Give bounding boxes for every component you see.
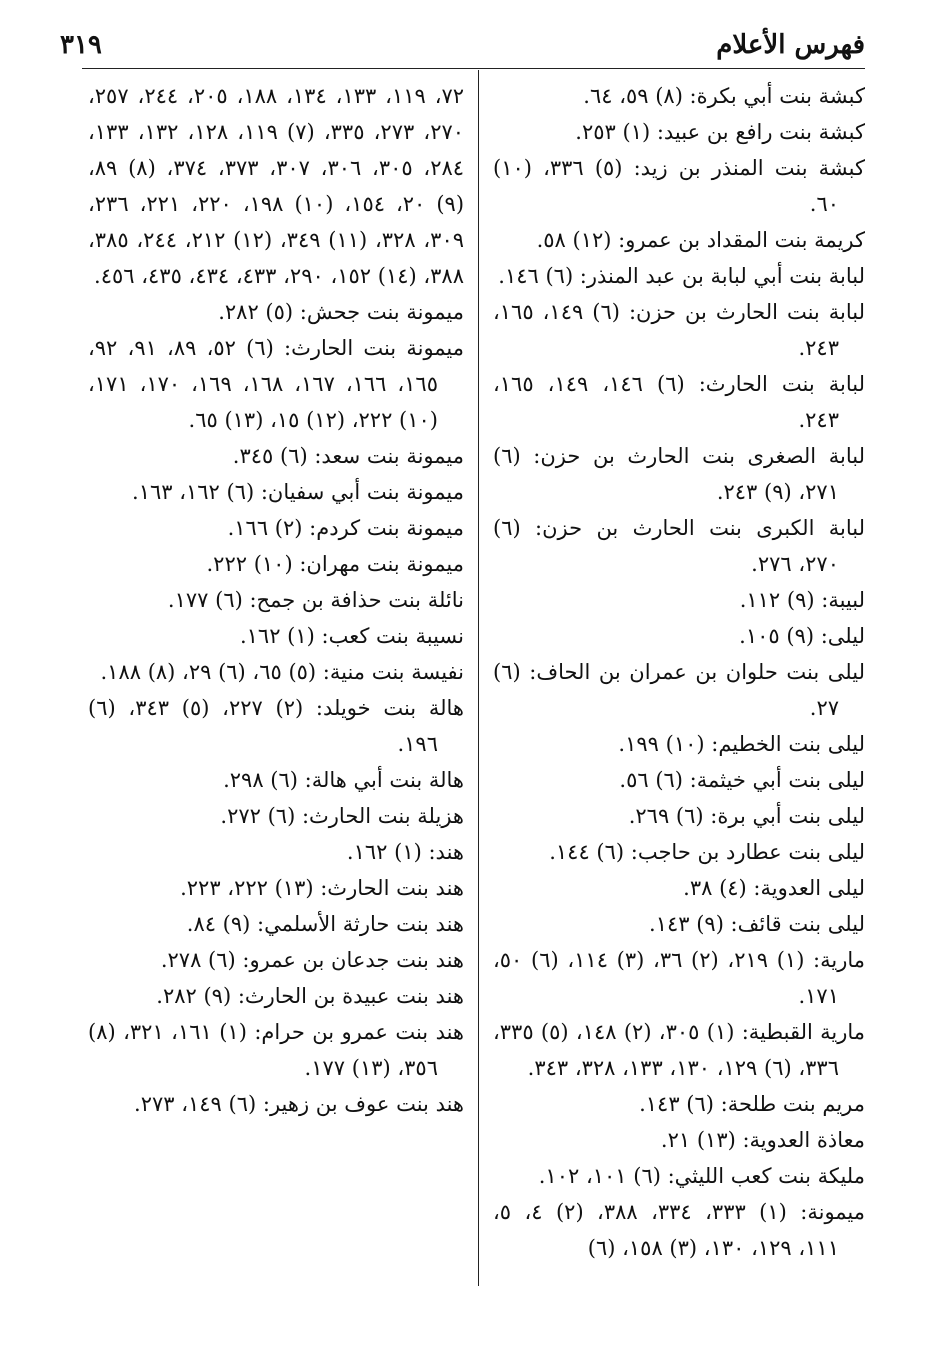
index-entry: لبابة الكبرى بنت الحارث بن حزن: (٦) ٢٧٠، ٢٧٦. [493, 516, 865, 576]
index-entry: ليلى بنت عطارد بن حاجب: (٦) ١٤٤. [549, 840, 865, 864]
index-entry: ليلى بنت الخطيم: (١٠) ١٩٩. [618, 732, 865, 756]
index-entry: هند بنت حارثة الأسلمي: (٩) ٨٤. [186, 912, 464, 936]
index-entry: لبابة الصغرى بنت الحارث بن حزن: (٦) ٢٧١، (٩) ٢٤٣. [493, 444, 865, 504]
index-column-left [88, 78, 464, 1122]
index-entry: ميمونة بنت أبي سفيان: (٦) ١٦٢، ١٦٣. [132, 480, 464, 504]
page-title: فهرس الأعلام [716, 30, 865, 60]
index-entry: ليلى بنت أبي برة: (٦) ٢٦٩. [628, 804, 865, 828]
index-entry: ميمونة بنت كردم: (٢) ١٦٦. [227, 516, 464, 540]
page-header [60, 26, 865, 70]
index-entry: نفيسة بنت منية: (٥) ٦٥، (٦) ٢٩، (٨) ١٨٨. [100, 660, 464, 684]
index-entry: كبشة بنت أبي بكرة: (٨) ٥٩، ٦٤. [583, 84, 865, 108]
index-entry: هند بنت جدعان بن عمرو: (٦) ٢٧٨. [160, 948, 464, 972]
index-entry: مليكة بنت كعب الليثي: (٦) ١٠١، ١٠٢. [538, 1164, 865, 1188]
index-entry: هالة بنت أبي هالة: (٦) ٢٩٨. [223, 768, 464, 792]
index-entry: ليلى العدوية: (٤) ٣٨. [683, 876, 865, 900]
index-entry: ليلى بنت حلوان بن عمران بن الحاف: (٦) ٢٧. [493, 660, 865, 720]
index-entry: هند بنت عبيدة بن الحارث: (٩) ٢٨٢. [156, 984, 464, 1008]
page-number: ٣١٩ [60, 30, 102, 60]
index-entry: ميمونة بنت سعد: (٦) ٣٤٥. [232, 444, 464, 468]
index-entry: مارية: (١) ٢١٩، (٢) ٣٦، (٣) ١١٤، (٦) ٥٠، ١٧١. [493, 948, 866, 1008]
index-entry: كبشة بنت المنذر بن زيد: (٥) ٣٣٦، (١٠) ٦٠. [493, 156, 865, 216]
index-entry: لبيبة: (٩) ١١٢. [739, 588, 865, 612]
index-entry-continued: ٧٢، ١١٩، ١٣٣، ١٣٤، ١٨٨، ٢٠٥، ٢٤٤، ٢٥٧، ٢٧٠، ٢٧٣، ٣٣٥، (٧) ١١٩، ١٢٨، ١٣٢، ١٣٣، ٢٨٤، ٣٠٥، ٣٠٦، ٣٠٧، ٣٧٣، ٣٧٤، (٨) ٨٩، (٩) ٢٠، ١٥٤، (١٠) ١٩٨، ٢٢٠، ٢٢١، ٢٣٦، ٣٠٩، ٣٢٨، (١١) ٣٤٩، (١٢) ٢١٢، ٢٤٤، ٣٨٥، ٣٨٨، (١٤) ١٥٢، ٢٩٠، ٤٣٣، ٤٣٤، ٤٣٥، ٤٥٦. [88, 84, 465, 288]
header-rule [82, 68, 865, 69]
index-entry: هند بنت عوف بن زهير: (٦) ١٤٩، ٢٧٣. [134, 1092, 464, 1116]
index-entry: ميمونة بنت الحارث: (٦) ٥٢، ٨٩، ٩١، ٩٢، ١٦٥، ١٦٦، ١٦٧، ١٦٨، ١٦٩، ١٧٠، ١٧١، (١٠) ٢٢٢، (١٢) ١٥، (١٣) ٦٥. [88, 336, 465, 432]
index-entry: لبابة بنت أبي لبابة بن عبد المنذر: (٦) ١٤٦. [498, 264, 865, 288]
index-entry: لبابة بنت الحارث: (٦) ١٤٦، ١٤٩، ١٦٥، ٢٤٣. [493, 372, 866, 432]
index-entry: كريمة بنت المقداد بن عمرو: (١٢) ٥٨. [536, 228, 865, 252]
index-entry: ليلى بنت أبي خيثمة: (٦) ٥٦. [619, 768, 865, 792]
index-column-right [493, 78, 865, 1266]
index-entry: نسيبة بنت كعب: (١) ١٦٢. [239, 624, 464, 648]
index-entry: معاذة العدوية: (١٣) ٢١. [660, 1128, 865, 1152]
index-entry: هالة بنت خويلد: (٢) ٢٢٧، (٥) ٣٤٣، (٦) ١٩٦. [88, 696, 464, 756]
index-entry: هند بنت عمرو بن حرام: (١) ١٦١، ٣٢١، (٨) ٣٥٦، (١٣) ١٧٧. [88, 1020, 464, 1080]
column-divider [478, 70, 479, 1286]
index-entry: كبشة بنت رافع بن عبيد: (١) ٢٥٣. [575, 120, 865, 144]
index-entry: هزيلة بنت الحارث: (٦) ٢٧٢. [220, 804, 464, 828]
index-entry: ميمونة بنت مهران: (١٠) ٢٢٢. [206, 552, 464, 576]
index-entry: مارية القبطية: (١) ٣٠٥، (٢) ١٤٨، (٥) ٣٣٥، ٣٣٦، (٦) ١٢٩، ١٣٠، ١٣٣، ٣٢٨، ٣٤٣. [493, 1020, 865, 1080]
index-entry: ميمونة بنت جحش: (٥) ٢٨٢. [218, 300, 464, 324]
index-entry: هند: (١) ١٦٢. [346, 840, 464, 864]
index-entry: ميمونة: (١) ٣٣٣، ٣٣٤، ٣٨٨، (٢) ٤، ٥، ١١١، ١٢٩، ١٣٠، (٣) ١٥٨، (٦) [493, 1200, 866, 1260]
index-entry: ليلى بنت قائف: (٩) ١٤٣. [649, 912, 865, 936]
index-entry: هند بنت الحارث: (١٣) ٢٢٢، ٢٢٣. [180, 876, 464, 900]
index-entry: ليلى: (٩) ١٠٥. [739, 624, 865, 648]
index-entry: لبابة بنت الحارث بن حزن: (٦) ١٤٩، ١٦٥، ٢٤٣. [493, 300, 866, 360]
index-entry: نائلة بنت حذافة بن جمح: (٦) ١٧٧. [167, 588, 464, 612]
index-entry: مريم بنت طلحة: (٦) ١٤٣. [639, 1092, 865, 1116]
